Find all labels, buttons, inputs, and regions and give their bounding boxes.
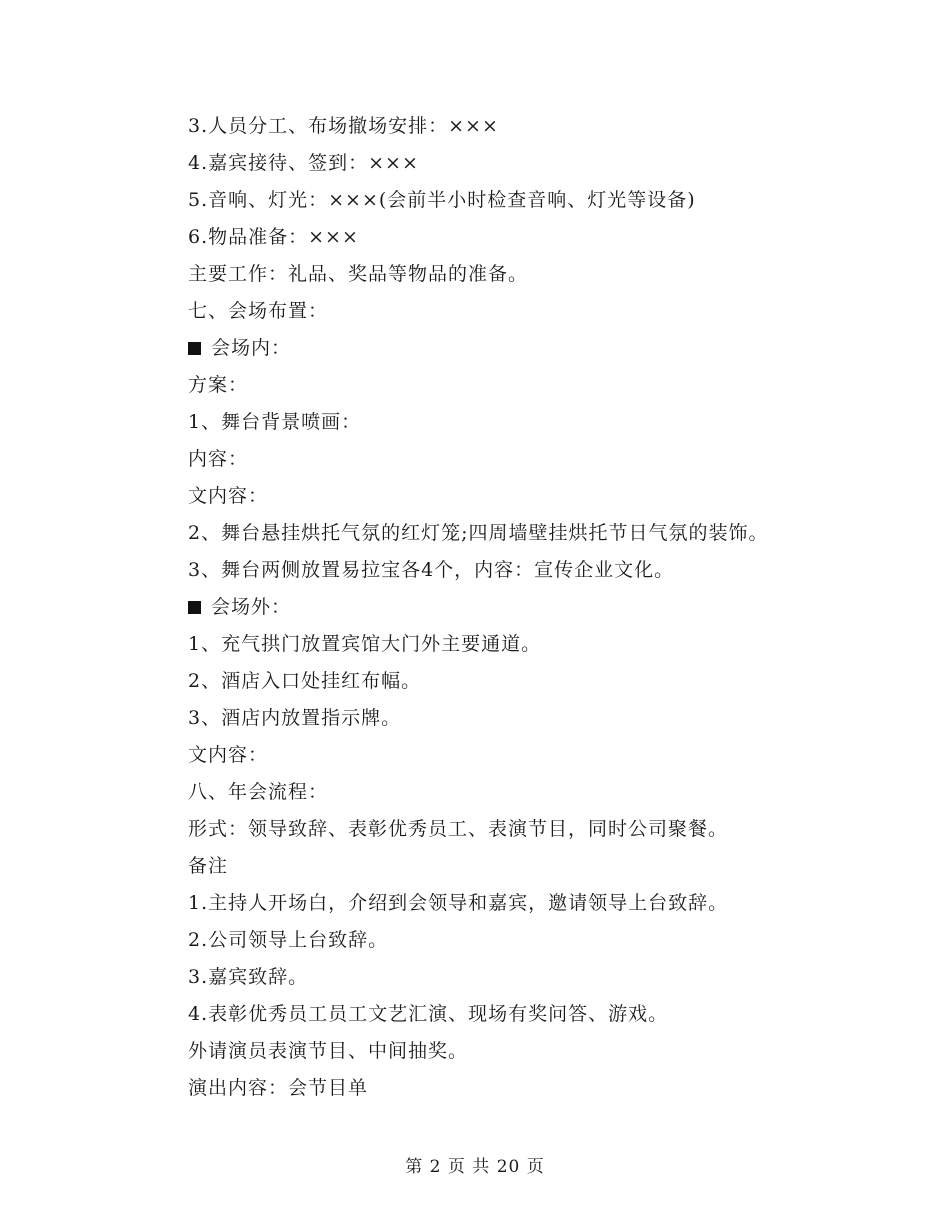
text-line: 2、舞台悬挂烘托气氛的红灯笼;四周墙壁挂烘托节日气氛的装饰。 (188, 522, 769, 544)
text-line: 6.物品准备：××× (188, 226, 359, 248)
text-line: 形式：领导致辞、表彰优秀员工、表演节目，同时公司聚餐。 (188, 818, 729, 840)
text-line: 4.表彰优秀员工员工文艺汇演、现场有奖问答、游戏。 (188, 1003, 669, 1025)
text-line: 3.嘉宾致辞。 (188, 966, 309, 988)
text-line: 外请演员表演节目、中间抽奖。 (188, 1040, 469, 1062)
text-line: 2.公司领导上台致辞。 (188, 929, 389, 951)
text-line: 主要工作：礼品、奖品等物品的准备。 (188, 263, 529, 285)
text-line: 1.主持人开场白，介绍到会领导和嘉宾，邀请领导上台致辞。 (188, 892, 729, 914)
text-line: 5.音响、灯光：×××(会前半小时检查音响、灯光等设备) (188, 189, 696, 211)
bullet-text: 会场内： (211, 337, 292, 359)
text-line: 1、舞台背景喷画： (188, 411, 362, 433)
text-line: 3、舞台两侧放置易拉宝各4个，内容：宣传企业文化。 (188, 559, 675, 581)
text-line: 3、酒店内放置指示牌。 (188, 707, 402, 729)
square-bullet-icon (188, 601, 201, 614)
text-line: 演出内容：会节目单 (188, 1077, 369, 1099)
document-body (188, 108, 888, 1107)
text-line: 4.嘉宾接待、签到：××× (188, 152, 419, 174)
square-bullet-icon (188, 342, 201, 355)
text-line: 备注 (188, 855, 229, 877)
text-line: 3.人员分工、布场撤场安排：××× (188, 115, 499, 137)
bullet-text: 会场外： (211, 596, 292, 618)
bullet-line (188, 589, 888, 626)
text-line: 1、充气拱门放置宾馆大门外主要通道。 (188, 633, 542, 655)
section-heading: 七、会场布置： (188, 300, 329, 322)
bullet-line (188, 330, 888, 367)
text-line: 2、酒店入口处挂红布幅。 (188, 670, 422, 692)
text-line: 文内容： (188, 744, 269, 766)
section-heading: 八、年会流程： (188, 781, 329, 803)
text-line: 内容： (188, 448, 249, 470)
page-number-footer: 第 2 页 共 20 页 (405, 1157, 545, 1177)
text-line: 文内容： (188, 485, 269, 507)
text-line: 方案： (188, 374, 249, 396)
